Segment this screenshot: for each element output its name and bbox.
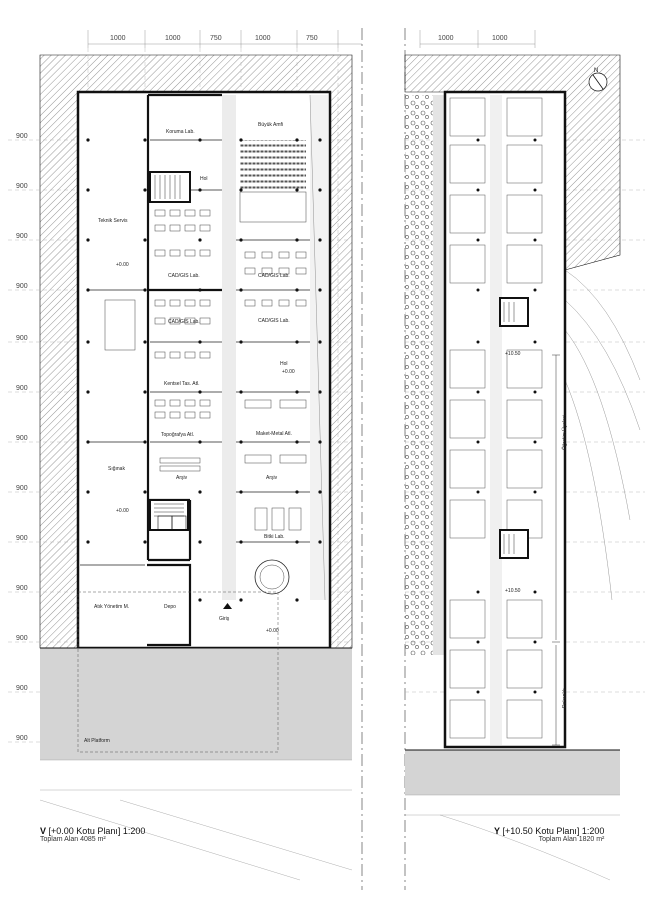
dim-label-5: 750 [306, 35, 318, 42]
left-plan-caption [40, 826, 145, 843]
right-plan-title [494, 826, 604, 836]
room-teknik-servis: Teknik Servis [98, 218, 128, 224]
svg-text:900: 900 [16, 585, 28, 592]
level-0-c: +0.00 [116, 508, 129, 514]
room-topografya: Topoğrafya Atl. [161, 432, 195, 438]
dim-label-2: 1000 [165, 35, 181, 42]
amphitheater-seating [240, 140, 306, 190]
left-plan-name: [+0.00 Kotu Planı] [48, 826, 121, 836]
stair-core-bottom [150, 500, 188, 530]
right-plan-area: Toplam Alan 1820 m² [538, 836, 605, 843]
left-plan [8, 28, 362, 890]
level-10-a: +10.50 [505, 351, 521, 357]
site-lines [40, 760, 352, 880]
label-alt-platform: Alt Platform [84, 738, 110, 744]
dim-label-1: 1000 [110, 35, 126, 42]
terrace-tone [433, 95, 445, 655]
room-siginak: Sığınak [108, 466, 125, 472]
right-plan-caption [494, 826, 604, 843]
svg-text:900: 900 [16, 485, 28, 492]
corridor-tone [222, 95, 236, 600]
contour-lines [565, 270, 640, 600]
svg-text:900: 900 [16, 183, 28, 190]
room-atik: Atık Yönetim M. [94, 604, 130, 610]
room-kentsel: Kentsel Tas. Atl. [164, 381, 200, 387]
svg-text:900: 900 [16, 735, 28, 742]
svg-text:900: 900 [16, 233, 28, 240]
room-arsiv-1: Arşiv [176, 475, 188, 481]
label-giris: Giriş [219, 616, 230, 622]
label-ogretim: Öğretim Üyeleri [562, 415, 568, 450]
right-plan-name: [+10.50 Kotu Planı] [502, 826, 580, 836]
svg-text:900: 900 [16, 635, 28, 642]
room-cad-gis-1: CAD/GIS Lab. [168, 273, 200, 279]
left-plan-title [40, 826, 145, 836]
east-band [310, 95, 328, 600]
dim-label-right-1: 1000 [438, 35, 454, 42]
room-cad-gis-3: CAD/GIS Lab. [168, 319, 200, 325]
amphitheater-stage [240, 192, 306, 222]
right-plan-letter: Y [494, 826, 501, 836]
level-10-b: +10.50 [505, 588, 521, 594]
tree-band [405, 95, 433, 655]
right-plan-scale: 1:200 [581, 826, 605, 836]
right-plan [405, 28, 645, 890]
svg-text:900: 900 [16, 435, 28, 442]
left-plan-letter: V [40, 826, 47, 836]
room-depo: Depo [164, 604, 176, 610]
north-label: N [594, 68, 599, 74]
level-0-d: +0.00 [266, 628, 279, 634]
svg-text:900: 900 [16, 133, 28, 140]
upper-corridor [490, 95, 502, 745]
room-hol-top: Hol [200, 176, 208, 182]
room-cad-gis-4: CAD/GIS Lab. [258, 318, 290, 324]
right-lower-tone [405, 750, 620, 795]
svg-text:900: 900 [16, 535, 28, 542]
svg-text:900: 900 [16, 335, 28, 342]
dim-label-4: 1000 [255, 35, 271, 42]
dim-label-3: 750 [210, 35, 222, 42]
label-dekanlik: Dekanlık [562, 688, 568, 708]
room-maket: Maket-Metal Atl. [256, 431, 292, 437]
level-0-a: +0.00 [116, 262, 129, 268]
svg-text:900: 900 [16, 385, 28, 392]
room-hol-mid: Hol [280, 361, 288, 367]
row-dimension-labels [16, 133, 28, 742]
left-plan-scale: 1:200 [122, 826, 146, 836]
level-0-b: +0.00 [282, 369, 295, 375]
top-dimension-line [88, 30, 362, 48]
dim-label-right-2: 1000 [492, 35, 508, 42]
room-bitki-lab: Bitki Lab. [264, 534, 285, 540]
room-koruma-lab: Koruma Lab. [166, 129, 195, 135]
room-arsiv-2: Arşiv [266, 475, 278, 481]
room-cad-gis-2: CAD/GIS Lab. [258, 273, 290, 279]
svg-text:900: 900 [16, 283, 28, 290]
svg-text:900: 900 [16, 685, 28, 692]
left-plan-area: Toplam Alan 4085 m² [40, 836, 106, 843]
stair-core-top [150, 172, 190, 202]
room-buyuk-amfi: Büyük Amfi [258, 122, 284, 128]
